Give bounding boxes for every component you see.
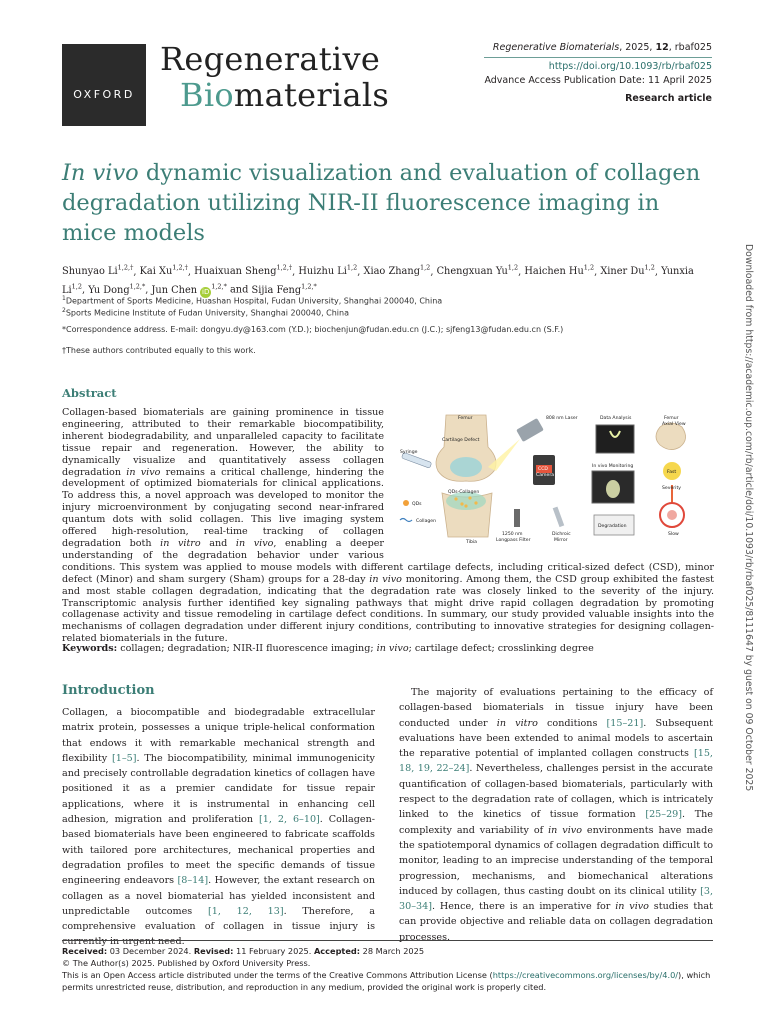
cartilage-defect-site <box>450 457 482 477</box>
italic-term: in vitro <box>496 717 538 729</box>
article-type: Research article <box>625 93 712 104</box>
label-syringe: Syringe <box>400 450 418 455</box>
label-camera: Camera <box>536 473 555 478</box>
equal-contribution-note: †These authors contributed equally to this work. <box>62 346 256 355</box>
author-text: Chengxuan Yu <box>436 266 508 278</box>
doi-link[interactable]: https://doi.org/10.1093/rb/rbaf025 <box>548 61 712 72</box>
footer-divider <box>62 940 713 941</box>
citation-link[interactable]: [1, 12, 13] <box>207 905 284 917</box>
author-name <box>437 266 519 277</box>
copyright: © The Author(s) 2025. Published by Oxford University Press. <box>62 958 311 968</box>
author-text: Yunxia Li <box>62 266 694 296</box>
citation-link[interactable]: [25–29] <box>645 809 683 821</box>
body-text: . Collagen-based biomaterials have been engineered to fabricate scaffolds with tailored pore architectures, mechanical properties and degradation profiles to meet the specific demands of tissue engineering endeavors <box>62 814 375 887</box>
author-name <box>600 266 655 277</box>
author-name <box>62 266 133 277</box>
author-affiliation-marker: 1,2,† <box>172 264 188 272</box>
introduction-left-column <box>62 705 375 950</box>
body-text: The majority of evaluations pertaining to the efficacy of collagen-based biomaterials in tissue injury have been conducted under <box>399 687 713 729</box>
qds-legend-icon <box>403 500 409 506</box>
label-cartilage-defect: Cartilage Defect <box>442 438 480 443</box>
author-text: Xiao Zhang <box>363 266 420 278</box>
abstract-body: Femur 808 nm Laser Data Analysis Femur Axial View Cartilage Defect Syringe CCD Camera In vivo Monitoring Fast Severity QDs QDs-Collagen Collagen Degradation Slow Tibia 1250 nm Longpass Filter Dichroic Mirror Collagen-based biomaterials are gaining prominence in tissue engineering, attributed to their remarkable biocompatibility, inherent biodegradability, and unparalleled capacity to facilitate tissue repair and regeneration. However, the ability to dynamically visualize and quantitatively assess collagen degradation in vivo remains a critical challenge, hindering the development of optimized biomaterials for clinical applications. To address this, a novel approach was developed to monitor the injury microenvironment by conjugating second near-infrared quantum dots with solid collagen. This live imaging system offered high-resolution, real-time tracking of collagen degradation both in vitro and in vivo, enabling a deeper understanding of the degradation behavior under various conditions. This system was applied to mouse models with different cartilage defects, including critical-sized defect (CSD), minor defect (Minor) and sham surgery (Sham) groups for a 28-day in vivo monitoring. Among them, the CSD group exhibited the fastest and most stable collagen degradation, indicating that the degradation rate was closely linked to the severity of the injury. Transcriptomic analysis further identified key signaling pathways that might drive rapid collagen degradation by promoting collagenase activity and tissue remodeling in cartilage defect conditions. In summary, our study provided valuable insights into the mechanisms of collagen degradation under different injury conditions, contributing to innovative strategies for designing collagen-related biomaterials in the future. <box>62 407 715 645</box>
label-axial-view: Axial View <box>662 422 686 427</box>
body-text: Collagen, a biocompatible and biodegradable extracellular matrix protein, possesses a unique triple-helical conformation that endows it with remarkable mechanical strength and flexibility <box>62 707 375 764</box>
author-affiliation-marker: 1,2 <box>419 264 431 272</box>
author-name <box>524 266 594 277</box>
label-severity: Severity <box>662 486 681 491</box>
label-ccd: CCD <box>538 467 548 472</box>
body-text: . Therefore, a comprehensive evaluation of collagen in tissue injury is currently in urgent need. <box>62 905 375 948</box>
label-data-analysis: Data Analysis <box>600 416 632 421</box>
label-femur-axial: Femur <box>664 416 679 421</box>
publication-dates: Received: 03 December 2024. Revised: 11 February 2025. Accepted: 28 March 2025 <box>62 946 425 956</box>
introduction-heading: Introduction <box>62 683 155 698</box>
author-list: Shunyao $Li^{1,2,\dagger}$, Kai $Xu^{1,2,\dagger}$, Huaixuan Sheng$^{1,2,\dagger}$, Huizhu Li$^{1,2}$, Xiao Zhang$^{1,2}$, Chengxuan Yu$^{1,2}$, Haichen Hu$^{1,2}$, Xiner Du$^{1,2}$, Yunxia Li$^{1,2}$, Yu Dong$^{1,2,*}$, Jun Chen $iD^{1,2,*}$ and Sijia Feng$^{1,2,*}$ <box>62 264 694 296</box>
author-affiliation-marker: 1,2,* <box>301 282 317 291</box>
author-text: Jun Chen <box>151 284 198 296</box>
author-text: Haichen Hu <box>524 266 584 278</box>
label-laser: 808 nm Laser <box>546 416 578 421</box>
label-qds: QDs <box>412 502 422 507</box>
label-filter-2: Longpass Filter <box>496 538 531 543</box>
author-text: Shunyao Li <box>62 266 118 278</box>
author-text: Sijia Feng <box>251 284 302 296</box>
label-degradation: Degradation <box>598 524 627 529</box>
longpass-filter-icon <box>514 509 520 527</box>
slow-degradation-core <box>667 510 677 520</box>
author-name <box>363 266 430 277</box>
body-text: . Nevertheless, challenges persist in the accurate quantification of collagen-based biomaterials, particularly with respect to the degradation rate of collagen, which is intricately linked to the kinetics of tissue formation <box>399 763 713 821</box>
author-text: Kai Xu <box>139 266 173 278</box>
graphical-abstract <box>396 409 714 551</box>
author-affiliation-marker: 1,2,* <box>211 282 227 291</box>
label-collagen: Collagen <box>416 519 437 524</box>
citation-link[interactable]: [15–21] <box>606 717 644 729</box>
author-text: Xiner Du <box>600 266 645 278</box>
author-text: Huizhu Li <box>298 266 347 278</box>
author-affiliation-marker: 1,2 <box>71 282 82 291</box>
author-text: Yu Dong <box>88 284 130 296</box>
body-text: . The biocompatibility, minimal immunogenicity and precisely controllable degradation kinetics of collagen have positioned it as a premier candidate for tissue repair applications, where it is instrumental in enhancing cell adhesion, migration and proliferation <box>62 752 375 826</box>
author-name <box>194 266 292 277</box>
citation-link[interactable]: [8–14] <box>177 875 209 887</box>
author-affiliation-marker: 1,2 <box>346 264 358 272</box>
body-text: . Subsequent evaluations have been extended to animal models to ascertain the reparative potential of implanted collagen constructs <box>399 717 713 760</box>
affiliation-1: $^1$Department of Sports Medicine, Huashan Hospital, Fudan University, Shanghai 200040, China <box>62 295 443 306</box>
article-meta <box>484 41 712 106</box>
correspondence: *Correspondence address. E-mail: dongyu.dy@163.com (Y.D.); biochenjun@fudan.edu.cn (J.C.); sjfeng13@fudan.edu.cn (S.F.) <box>62 325 564 334</box>
label-filter-1: 1250 nm <box>502 532 523 537</box>
license-link[interactable]: https://creativecommons.org/licenses/by/4.0/ <box>492 970 679 980</box>
body-text: environments have made the spatiotemporal dynamics of collagen degradation difficult to monitor, leading to an imprecise understanding of the temporal progression, mechanisms, and biomechanical alterations induced by collagen, thus casting doubt on its clinical utility <box>399 824 713 897</box>
author-text: Huaixuan Sheng <box>194 266 277 278</box>
body-text: studies that can provide objective and reliable data on collagen degradation processes. <box>399 901 713 943</box>
label-femur: Femur <box>458 416 473 421</box>
author-affiliation-marker: 1,2 <box>644 264 655 272</box>
introduction-right-column <box>399 685 713 945</box>
italic-term: in vivo <box>548 824 582 836</box>
label-fast: Fast <box>667 470 677 475</box>
label-mirror-2: Mirror <box>554 538 568 543</box>
fluorescence-signal <box>606 480 620 498</box>
label-in-vivo-monitoring: In vivo Monitoring <box>592 464 634 469</box>
italic-term: in vivo <box>615 901 649 913</box>
data-analysis-monitor <box>596 425 634 453</box>
label-tibia: Tibia <box>466 540 477 545</box>
license-text: This is an Open Access article distributed under the terms of the Creative Commons Attribution License (https://creativecommons.org/licenses/by/4.0/), which permits unrestricted reuse, distribution, and reproduction in any medium, provided the original work is properly cited. <box>62 970 711 992</box>
download-note: Downloaded from https://academic.oup.com/rb/article/doi/10.1093/rb/rbaf025/8111647 by guest on 09 October 2025 <box>743 244 754 792</box>
citation-link[interactable]: [3, 30–34] <box>399 885 713 913</box>
citation-line: Regenerative Biomaterials, 2025, 12, rbaf025 <box>492 42 712 53</box>
publisher-name: OXFORD <box>73 88 135 101</box>
body-text: . Hence, there is an imperative for <box>431 901 616 913</box>
body-text: . The complexity and variability of <box>399 809 713 836</box>
oxford-logo <box>62 44 146 126</box>
journal-name-line2: Biomaterials <box>180 76 390 114</box>
footer <box>62 945 713 993</box>
author-affiliation-marker: 1,2 <box>583 264 595 272</box>
meta-divider <box>484 57 712 58</box>
label-mirror-1: Dichroic <box>552 532 571 537</box>
author-affiliation-marker: 1,2,* <box>129 282 146 291</box>
author-affiliation-marker: 1,2 <box>507 264 519 272</box>
journal-name-line1: Regenerative <box>160 40 381 78</box>
article-title: In vivo dynamic visualization and evaluation of collagen degradation utilizing NIR-II fluorescence imaging in mice models <box>62 160 701 246</box>
label-qds-collagen: QDs-Collagen <box>448 490 480 495</box>
author-affiliation-marker: 1,2,† <box>276 264 293 272</box>
citation-link[interactable]: [1, 2, 6–10] <box>259 814 320 826</box>
citation-link[interactable]: [15, 18, 19, 22–24] <box>399 748 713 775</box>
orcid-icon[interactable]: iD <box>202 287 210 296</box>
author-name <box>140 266 188 277</box>
body-text: conditions <box>537 717 607 729</box>
affiliation-2: $^2$Sports Medicine Institute of Fudan University, Shanghai 200040, China <box>62 307 349 318</box>
body-text: . However, the extant research on collagen as a novel biomaterial has yielded inconsistent and unpredictable outcomes <box>62 875 375 917</box>
keywords: Keywords: collagen; degradation; NIR-II fluorescence imaging; in vivo; cartilage defect; crosslinking degree <box>62 643 594 654</box>
abstract-heading: Abstract <box>62 386 117 400</box>
author-affiliation-marker: 1,2,† <box>117 264 134 272</box>
label-slow: Slow <box>668 532 679 537</box>
access-date: Advance Access Publication Date: 11 April 2025 <box>484 75 712 86</box>
citation-link[interactable]: [1–5] <box>112 752 137 764</box>
author-name <box>298 266 357 277</box>
